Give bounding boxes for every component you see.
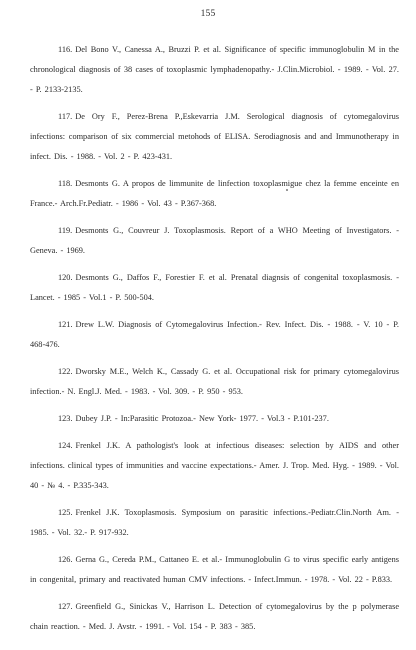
reference-item (30, 362, 399, 402)
reference-text: Frenkel J.K. A pathologist's look at infectious diseases: selection by AIDS and other infections. clinical types of immunities and vaccine expectations.- Amer. J. Trop. Med. Hyg. - 1989. - Vol. 40 - № 4. - P.335-343. (30, 441, 399, 490)
reference-item (30, 436, 399, 496)
reference-number: 124. (58, 441, 73, 450)
reference-text: Dworsky M.E., Welch K., Cassady G. et al. Occupational risk for primary cytomegalovirus infection.- N. Engl.J. Med. - 1983. - Vol. 309. - P. 950 - 953. (30, 367, 399, 396)
reference-text: Dubey J.P. - In:Parasitic Protozoa.- New York- 1977. - Vol.3 - P.101-237. (75, 414, 329, 423)
reference-text: Greenfield G., Sinickas V., Harrison L. Detection of cytomegalovirus by the p polymerase chain reaction. - Med. J. Avstr. - 1991. - Vol. 154 - P. 383 - 385. (30, 602, 399, 631)
reference-item (30, 597, 399, 637)
reference-number: 122. (58, 367, 73, 376)
reference-number: 116. (58, 45, 73, 54)
reference-text: De Ory F., Perez-Brena P.,Eskevarria J.M. Serological diagnosis of cytomegalovirus infections: comparison of six commercial metohods of ELISA. Serodiagnosis and and Immunotherapy in infect. Dis. - 1988. - Vol. 2 - P. 423-431. (30, 112, 399, 161)
reference-text: Frenkel J.K. Toxoplasmosis. Symposium on parasitic infections.-Pediatr.Clin.North Am. - 1985. - Vol. 32.- P. 917-932. (30, 508, 399, 537)
reference-number: 125. (58, 508, 73, 517)
reference-text: Desmonts G., Couvreur J. Toxoplasmosis. Report of a WHO Meeting of Investigators. - Geneva. - 1969. (30, 226, 399, 255)
reference-item (30, 268, 399, 308)
reference-number: 121. (58, 320, 73, 329)
reference-item (30, 174, 399, 214)
reference-item (30, 107, 399, 167)
reference-number: 118. (58, 179, 73, 188)
reference-number: 119. (58, 226, 73, 235)
reference-list (30, 40, 399, 644)
reference-number: 126. (58, 555, 73, 564)
reference-number: 127. (58, 602, 73, 611)
scan-speck (286, 189, 288, 191)
reference-text: Desmonts G., Daffos F., Forestier F. et al. Prenatal diagnsis of congenital toxoplasmosis. - Lancet. - 1985 - Vol.1 - P. 500-504. (30, 273, 399, 302)
reference-number: 117. (58, 112, 73, 121)
reference-text: Gerna G., Cereda P.M., Cattaneo E. et al.- Immunoglobulin G to virus specific early antigens in congenital, primary and reactivated human CMV infections. - Infect.Immun. - 1978. - Vol. 22 - P.833. (30, 555, 399, 584)
reference-item (30, 550, 399, 590)
reference-item (30, 409, 399, 429)
reference-text: Drew L.W. Diagnosis of Cytomegalovirus Infection.- Rev. Infect. Dis. - 1988. - V. 10 - P. 468-476. (30, 320, 399, 349)
page-number: 155 (200, 9, 216, 19)
reference-number: 120. (58, 273, 73, 282)
reference-item (30, 221, 399, 261)
reference-item (30, 503, 399, 543)
reference-number: 123. (58, 414, 73, 423)
reference-item (30, 40, 399, 100)
reference-text: Desmonts G. A propos de limmunite de linfection toxoplasmigue chez la femme enceinte en France.- Arch.Fr.Pediatr. - 1986 - Vol. 43 - P.367-368. (30, 179, 399, 208)
reference-text: Del Bono V., Canessa A., Bruzzi P. et al. Significance of specific immunoglobulin M in the chronological diagnosis of 38 cases of toxoplasmic lymphadenopathy.- J.Clin.Microbiol. - 1989. - Vol. 27. - P. 2133-2135. (30, 45, 399, 94)
reference-item (30, 315, 399, 355)
